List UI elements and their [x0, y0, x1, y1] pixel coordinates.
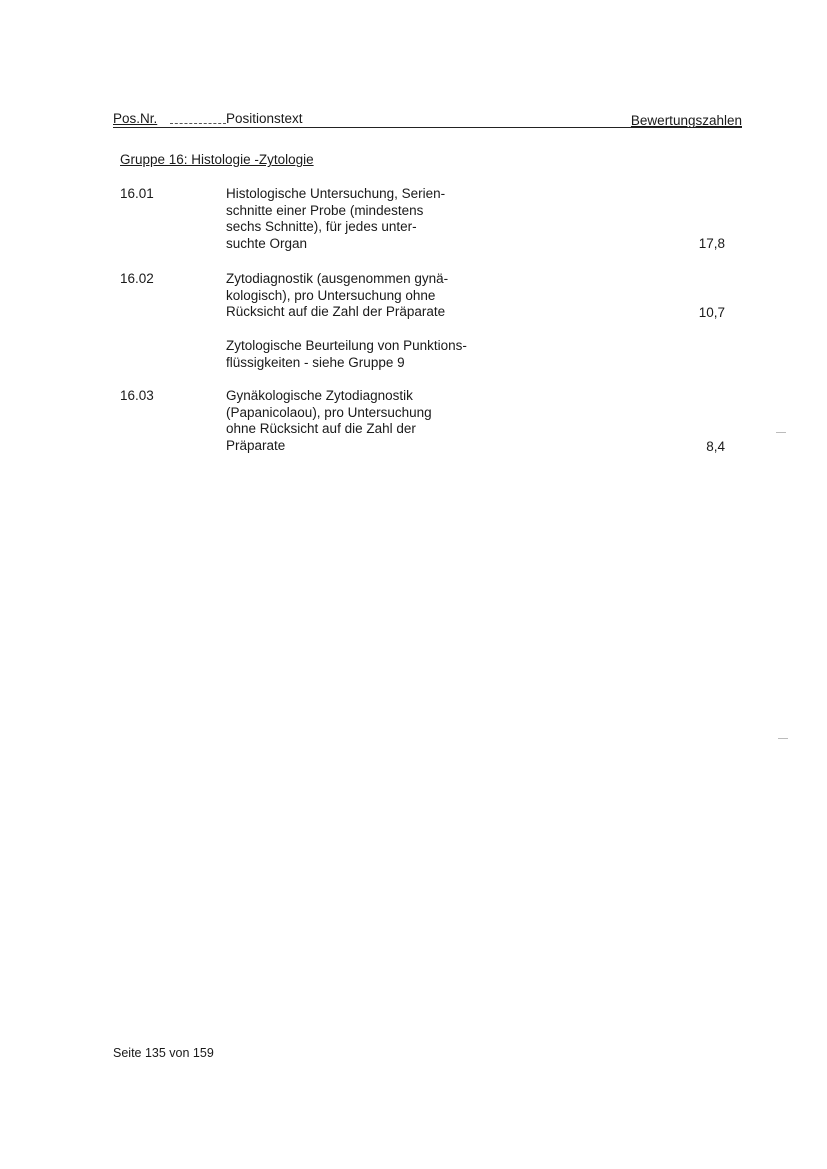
cross-reference-note [226, 338, 467, 371]
header-positionstext: Positionstext [226, 111, 303, 126]
entry-number: 16.01 [120, 186, 154, 201]
note-line: flüssigkeiten - siehe Gruppe 9 [226, 354, 405, 370]
header-bewertungszahlen: Bewertungszahlen [630, 113, 742, 128]
entry-value: 10,7 [698, 305, 725, 320]
entry-text-line: ohne Rücksicht auf die Zahl der [226, 421, 416, 437]
group-title: Gruppe 16: Histologie -Zytologie [120, 152, 314, 167]
entry-text-line: Zytodiagnostik (ausgenommen gynä- [226, 271, 449, 286]
entry-text-line: Präparate [226, 437, 286, 453]
entry-text [226, 271, 516, 321]
entry-text [226, 388, 516, 454]
entry-value: 17,8 [698, 236, 725, 251]
entry-number: 16.03 [120, 388, 154, 403]
page-footer: Seite 135 von 159 [113, 1046, 214, 1060]
table-header [113, 110, 742, 128]
entry-text-line: Gynäkologische Zytodiagnostik [226, 388, 413, 403]
entry-text [226, 186, 516, 252]
entry-text-line: sechs Schnitte), für jedes unter- [226, 219, 417, 235]
entry-number: 16.02 [120, 271, 154, 286]
scan-mark [778, 738, 788, 739]
scan-mark [776, 432, 786, 433]
entry-text-line: kologisch), pro Untersuchung ohne [226, 287, 436, 303]
entry-text-line: schnitte einer Probe (mindestens [226, 202, 424, 218]
entry-text-line: Histologische Untersuchung, Serien- [226, 186, 446, 201]
note-line: Zytologische Beurteilung von Punktions- [226, 338, 467, 353]
header-pos-nr: Pos.Nr. [113, 111, 158, 126]
entry-text-line: (Papanicolaou), pro Untersuchung [226, 404, 432, 420]
entry-text-line: Rücksicht auf die Zahl der Präparate [226, 304, 446, 320]
header-separator [170, 123, 226, 124]
entry-text-line: suchte Organ [226, 235, 308, 251]
entry-value: 8,4 [706, 439, 725, 454]
